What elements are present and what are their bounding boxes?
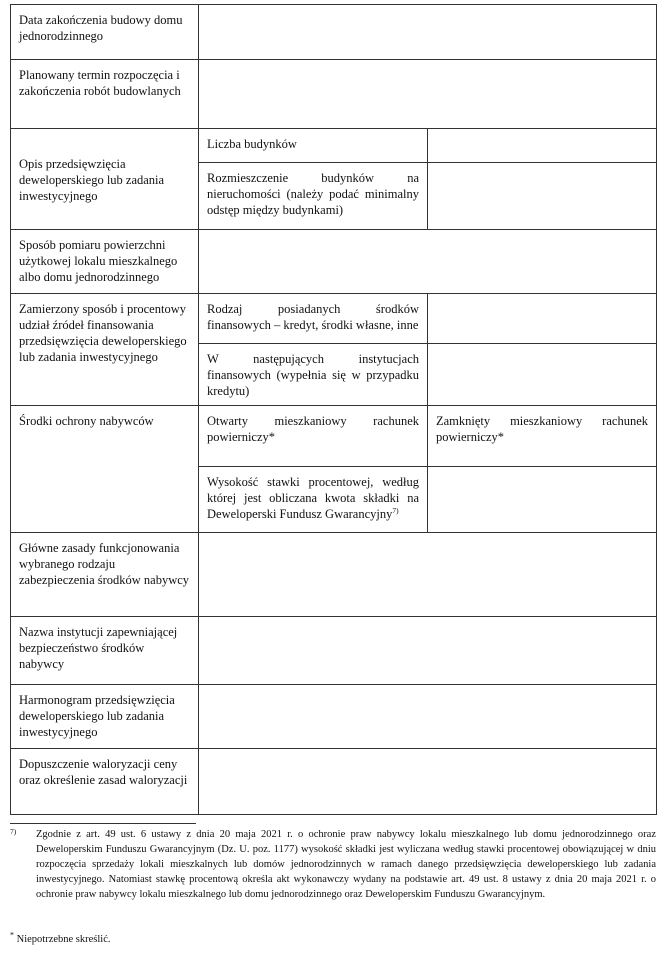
field-liczba-budynkow[interactable]	[428, 129, 657, 163]
label-rozmieszczenie: Rozmieszczenie budynków na nieruchomości (należy podać minimalny odstęp między budynkami)	[199, 163, 428, 230]
label-wysokosc-stawki	[199, 467, 428, 533]
option-zamkniety-rachunek[interactable]: Zamknięty mieszkaniowy rachunek powierniczy*	[428, 406, 657, 467]
label-srodki-ochrony: Środki ochrony nabywców	[11, 406, 199, 533]
footnote-7-text: Zgodnie z art. 49 ust. 6 ustawy z dnia 20 maja 2021 r. o ochronie praw nabywcy lokalu mieszkalnego lub domu jednorodzinnego oraz Deweloperskim Funduszu Gwarancyjnym (Dz. U. poz. 1177) wysokość składki jest wyliczana według stawki procentowej obowiązującej w dniu rozpoczęcia sprzedaży lokali mieszkalnych lub domów jednorodzinnych w ramach danego przedsięwzięcia deweloperskiego lub zadania inwestycyjnego. Natomiast stawkę procentową określa akt wykonawczy wydany na podstawie art. 49 ust. 8 ustawy z dnia 20 maja 2021 r. o ochronie praw nabywcy lokalu mieszkalnego lub domu jednorodzinnego oraz Deweloperskim Funduszu Gwarancyjnym.	[36, 829, 656, 900]
field-wysokosc-stawki[interactable]	[428, 467, 657, 533]
footnote-separator	[10, 823, 196, 824]
row-dopuszczenie	[11, 749, 657, 815]
row-data-zakonczenia	[11, 5, 657, 60]
label-instytucje-finansowe: W następujących instytucjach finansowych (wypełnia się w przypadku kredytu)	[199, 344, 428, 406]
footnote-star	[10, 932, 111, 947]
field-dopuszczenie[interactable]	[199, 749, 657, 815]
field-sposob-pomiaru[interactable]	[199, 230, 657, 294]
label-nazwa-instytucji: Nazwa instytucji zapewniającej bezpieczeństwo środków nabywcy	[11, 617, 199, 685]
field-rodzaj-srodkow[interactable]	[428, 294, 657, 344]
field-rozmieszczenie[interactable]	[428, 163, 657, 230]
footnote-ref-7: 7)	[392, 505, 399, 515]
row-planowany-termin	[11, 60, 657, 129]
field-planowany-termin[interactable]	[199, 60, 657, 129]
label-rodzaj-srodkow: Rodzaj posiadanych środków finansowych – kredyt, środki własne, inne	[199, 294, 428, 344]
wysokosc-stawki-text: Wysokość stawki procentowej, według której jest obliczana kwota składki na Deweloperski Fundusz Gwarancyjny	[207, 475, 419, 521]
footnote-star-text: Niepotrzebne skreślić.	[16, 934, 111, 945]
row-harmonogram	[11, 685, 657, 749]
label-harmonogram: Harmonogram przedsięwzięcia deweloperskiego lub zadania inwestycyjnego	[11, 685, 199, 749]
label-opis: Opis przedsięwzięcia deweloperskiego lub zadania inwestycyjnego	[11, 129, 199, 230]
label-dopuszczenie: Dopuszczenie waloryzacji ceny oraz określenie zasad waloryzacji	[11, 749, 199, 815]
row-nazwa-instytucji	[11, 617, 657, 685]
field-instytucje-finansowe[interactable]	[428, 344, 657, 406]
field-nazwa-instytucji[interactable]	[199, 617, 657, 685]
row-zamierzony-rodzaj	[11, 294, 657, 344]
label-liczba-budynkow: Liczba budynków	[199, 129, 428, 163]
label-planowany-termin: Planowany termin rozpoczęcia i zakończenia robót budowlanych	[11, 60, 199, 129]
field-glowne-zasady[interactable]	[199, 533, 657, 617]
row-sposob-pomiaru	[11, 230, 657, 294]
field-data-zakonczenia[interactable]	[199, 5, 657, 60]
row-glowne-zasady	[11, 533, 657, 617]
label-sposob-pomiaru: Sposób pomiaru powierzchni użytkowej lokalu mieszkalnego albo domu jednorodzinnego	[11, 230, 199, 294]
field-harmonogram[interactable]	[199, 685, 657, 749]
option-otwarty-rachunek[interactable]: Otwarty mieszkaniowy rachunek powierniczy*	[199, 406, 428, 467]
label-glowne-zasady: Główne zasady funkcjonowania wybranego rodzaju zabezpieczenia środków nabywcy	[11, 533, 199, 617]
label-zamierzony: Zamierzony sposób i procentowy udział źródeł finansowania przedsięwzięcia deweloperskiego lub zadania inwestycyjnego	[11, 294, 199, 406]
row-srodki-ochrony-rachunek	[11, 406, 657, 467]
label-data-zakonczenia: Data zakończenia budowy domu jednorodzinnego	[11, 5, 199, 60]
footnote-7	[10, 827, 656, 902]
row-opis-liczba	[11, 129, 657, 163]
developer-prospectus-form	[10, 4, 657, 815]
footnote-star-mark: *	[10, 930, 14, 940]
footnote-7-mark: 7)	[10, 827, 17, 836]
